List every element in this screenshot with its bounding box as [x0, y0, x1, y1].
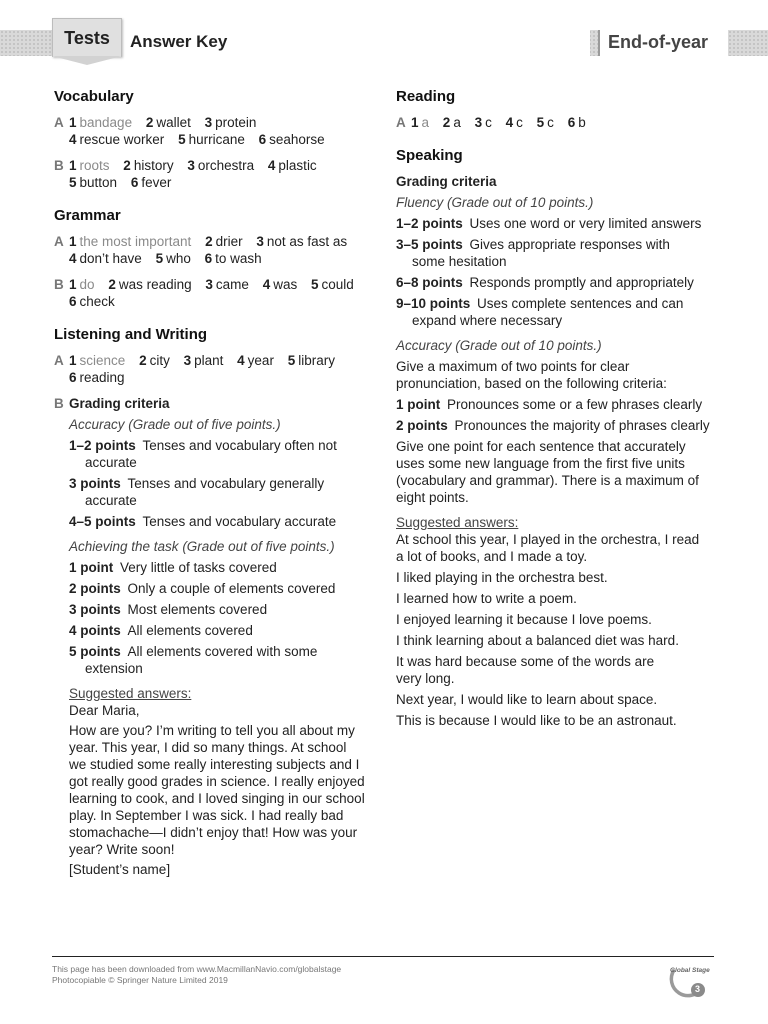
criteria-row [396, 215, 716, 232]
item-number: 4 [505, 115, 514, 130]
answer-text: plant [194, 353, 224, 368]
section-heading: Grammar [54, 207, 121, 224]
points-label: 1 point [396, 397, 441, 412]
item-number: 5 [310, 277, 319, 292]
left-column [54, 88, 374, 897]
item-number: 4 [267, 158, 276, 173]
example-answer: bandage [79, 115, 133, 130]
page-title: Answer Key [130, 32, 228, 51]
text-line: pronunciation, based on the following criteria: [396, 376, 667, 391]
item-number: 2 [123, 158, 131, 173]
text-line: (vocabulary and grammar). There is a maximum of [396, 473, 699, 488]
accuracy-title: Accuracy (Grade out of 10 points.) [396, 338, 602, 353]
text-line: a lot of books, and I made a toy. [396, 549, 588, 564]
answer-item [506, 115, 523, 130]
answer-item [443, 115, 461, 130]
listening-section [54, 326, 374, 881]
answer-letter: B [54, 277, 64, 292]
section-heading: Reading [396, 88, 456, 105]
example-answer: roots [79, 158, 110, 173]
criteria-desc: Very little of tasks covered [120, 560, 277, 575]
answer-text: button [79, 175, 118, 190]
criteria-desc: All elements covered [127, 623, 253, 638]
page-number: 3 [695, 984, 701, 994]
item-number: 2 [108, 277, 116, 292]
answer-text: plastic [278, 158, 317, 173]
points-label: 3–5 points [396, 237, 463, 252]
item-number: 3 [187, 158, 195, 173]
suggested-answer [396, 653, 716, 687]
item-number: 4 [69, 251, 77, 266]
answer-text: drier [215, 234, 243, 249]
section-heading: Speaking [396, 147, 463, 164]
item-number: 2 [145, 115, 154, 130]
text-line: I learned how to write a poem. [396, 591, 577, 606]
speaking-section [396, 147, 716, 729]
letter-signature: [Student’s name] [69, 862, 171, 877]
answer-text: c [485, 115, 492, 130]
text-line: At school this year, I played in the orchestra, I read [396, 532, 700, 547]
criteria-desc: Tenses and vocabulary often not [142, 438, 337, 453]
item-number: 3 [204, 115, 213, 130]
answer-letter: A [396, 115, 406, 130]
answer-item [139, 353, 170, 368]
accuracy-intro [396, 358, 716, 392]
answer-block [396, 114, 716, 131]
text-line: I enjoyed learning it because I love poems. [396, 612, 652, 627]
item-number: 6 [567, 115, 576, 130]
text-line: learning to cook, and I loved singing in our school [69, 791, 365, 806]
answer-item [205, 251, 262, 266]
item-number: 3 [256, 234, 264, 249]
item-number: 4 [69, 132, 77, 147]
answer-item [178, 132, 245, 147]
criteria-desc: Uses one word or very limited answers [469, 216, 702, 231]
criteria-desc: Most elements covered [127, 602, 268, 617]
item-number: 4 [262, 277, 271, 292]
item-number: 5 [69, 175, 77, 190]
points-label: 1–2 points [396, 216, 463, 231]
text-line: Give a maximum of two points for clear [396, 359, 630, 374]
footer-download-note: This page has been downloaded from www.MacmillanNavio.com/globalstage [52, 964, 342, 974]
footer [52, 964, 341, 986]
grading-criteria-title: Grading criteria [396, 174, 497, 189]
answer-item [69, 132, 164, 147]
text-line: It was hard because some of the words are [396, 654, 655, 669]
points-label: 3 points [69, 476, 121, 491]
answer-item [256, 234, 347, 249]
answer-item [131, 175, 172, 190]
criteria-row [69, 622, 374, 639]
answer-text: fever [141, 175, 172, 190]
answer-item [259, 132, 325, 147]
points-label: 4–5 points [69, 514, 136, 529]
answer-text: c [516, 115, 523, 130]
answer-block [54, 114, 374, 148]
answer-item [311, 277, 354, 292]
reading-section [396, 88, 716, 131]
text-line: uses some new language from the first five units [396, 456, 685, 471]
text-line: year? Write soon! [69, 842, 175, 857]
criteria-desc: Responds promptly and appropriately [469, 275, 694, 290]
item-number: 5 [155, 251, 164, 266]
criteria-desc-cont: expand where necessary [412, 313, 563, 328]
answer-items [411, 114, 716, 131]
item-number: 6 [258, 132, 267, 147]
answer-item [187, 158, 254, 173]
answer-letter: B [54, 158, 64, 173]
answer-text: came [215, 277, 249, 292]
points-label: 1–2 points [69, 438, 136, 453]
answer-item [69, 277, 95, 292]
item-number: 1 [411, 115, 419, 130]
answer-letter: A [54, 115, 64, 130]
criteria-desc-cont: accurate [85, 455, 137, 470]
answer-text: could [321, 277, 354, 292]
answer-item [146, 115, 191, 130]
tab-notch [52, 56, 122, 65]
section-heading: Listening and Writing [54, 326, 208, 343]
answer-text: wallet [156, 115, 191, 130]
footer-rule [52, 956, 714, 957]
points-label: 3 points [69, 602, 121, 617]
answer-item [69, 234, 191, 249]
right-column [396, 88, 716, 745]
global-stage-logo [660, 962, 716, 1002]
example-answer: a [421, 115, 430, 130]
answer-text: was [273, 277, 298, 292]
criteria-row [396, 396, 716, 413]
answer-text: city [149, 353, 170, 368]
text-line: stomachache—I didn’t enjoy that! How was your [69, 825, 358, 840]
criteria-row [69, 513, 374, 530]
criteria-desc-cont: accurate [85, 493, 137, 508]
answer-text: not as fast as [266, 234, 348, 249]
criteria-desc: Pronounces the majority of phrases clearly [454, 418, 710, 433]
item-number: 1 [69, 234, 77, 249]
answer-block [54, 233, 374, 267]
answer-item [263, 277, 298, 292]
answer-text: was reading [118, 277, 192, 292]
text-line: How are you? I’m writing to tell you all about my [69, 723, 355, 738]
letter-body [69, 722, 374, 858]
answer-text: seahorse [269, 132, 325, 147]
answer-letter: A [54, 234, 64, 249]
suggested-answer [396, 611, 716, 628]
criteria-desc: Pronounces some or a few phrases clearly [447, 397, 703, 412]
answer-text: reading [79, 370, 125, 385]
answer-item [156, 251, 191, 266]
text-line: Next year, I would like to learn about space. [396, 692, 658, 707]
answer-item [69, 158, 110, 173]
item-number: 3 [474, 115, 483, 130]
suggested-answer [396, 712, 716, 729]
vocabulary-section [54, 88, 374, 191]
suggested-answers-title: Suggested answers: [69, 686, 192, 701]
criteria-row [396, 236, 716, 270]
answer-text: hurricane [188, 132, 245, 147]
answer-item [69, 251, 142, 266]
answer-text: history [133, 158, 174, 173]
criteria-desc: Tenses and vocabulary generally [127, 476, 325, 491]
text-line: Give one point for each sentence that accurately [396, 439, 686, 454]
criteria-row [69, 601, 374, 618]
answer-item [69, 353, 125, 368]
criteria-desc: Only a couple of elements covered [127, 581, 336, 596]
answer-text: who [166, 251, 191, 266]
answer-block [54, 352, 374, 386]
item-number: 1 [69, 277, 77, 292]
suggested-answers [396, 531, 716, 729]
item-number: 1 [69, 353, 77, 368]
answer-item [69, 294, 115, 309]
answer-item [108, 277, 191, 292]
example-answer: the most important [79, 234, 192, 249]
criteria-row [396, 295, 716, 329]
criteria-row [396, 274, 716, 291]
grammar-section [54, 207, 374, 310]
answer-text: orchestra [197, 158, 255, 173]
accuracy-criteria [396, 396, 716, 434]
item-number: 3 [183, 353, 192, 368]
criteria-desc: Uses complete sentences and can [477, 296, 684, 311]
answer-text: b [578, 115, 586, 130]
criteria-row [69, 437, 374, 471]
suggested-answer [396, 531, 716, 565]
text-line: play. In September I was sick. I had really bad [69, 808, 344, 823]
answer-item [537, 115, 554, 130]
answer-item [268, 158, 317, 173]
answer-letter: B [54, 396, 64, 411]
answer-text: rescue worker [79, 132, 165, 147]
points-label: 2 points [69, 581, 121, 596]
answer-block [54, 276, 374, 310]
answer-item [205, 115, 257, 130]
answer-text: protein [215, 115, 257, 130]
answer-items [69, 276, 374, 310]
section-heading: Vocabulary [54, 88, 134, 105]
tests-tab-label: Tests [64, 28, 110, 48]
text-line: got really good grades in science. I really enjoyed [69, 774, 365, 789]
criteria-row [69, 475, 374, 509]
suggested-answer [396, 590, 716, 607]
criteria-row [69, 559, 374, 576]
suggested-answer [396, 691, 716, 708]
answer-items [69, 233, 374, 267]
answer-block [54, 157, 374, 191]
answer-item [568, 115, 586, 130]
test-name: End-of-year [608, 32, 709, 52]
text-line: year. This year, I did so many things. At school [69, 740, 347, 755]
answer-text: library [298, 353, 335, 368]
fluency-title: Fluency (Grade out of 10 points.) [396, 195, 594, 210]
accuracy-title: Accuracy (Grade out of five points.) [69, 417, 281, 432]
points-label: 4 points [69, 623, 121, 638]
criteria-desc: Tenses and vocabulary accurate [142, 514, 337, 529]
answer-items [69, 114, 374, 148]
fluency-criteria [396, 215, 716, 329]
answer-item [205, 277, 249, 292]
item-number: 4 [237, 353, 245, 368]
item-number: 2 [139, 353, 147, 368]
item-number: 5 [536, 115, 545, 130]
suggested-answers-title: Suggested answers: [396, 515, 519, 530]
text-line: very long. [396, 671, 455, 686]
extra-points-note [396, 438, 716, 506]
points-label: 5 points [69, 644, 121, 659]
answer-item [288, 353, 335, 368]
answer-item [184, 353, 224, 368]
criteria-desc-cont: some hesitation [412, 254, 507, 269]
logo-text: Global Stage [670, 967, 710, 974]
answer-items [69, 352, 374, 386]
points-label: 9–10 points [396, 296, 471, 311]
points-label: 1 point [69, 560, 114, 575]
answer-letter: A [54, 353, 64, 368]
grading-criteria-title: Grading criteria [69, 396, 170, 411]
accuracy-criteria [69, 437, 374, 530]
answer-item [69, 115, 132, 130]
criteria-row [396, 417, 716, 434]
text-line: eight points. [396, 490, 469, 505]
item-number: 6 [69, 370, 77, 385]
answer-text: c [547, 115, 554, 130]
example-answer: science [79, 353, 126, 368]
answer-item [69, 370, 125, 385]
answer-item [475, 115, 492, 130]
answer-item [411, 115, 429, 130]
answer-item [205, 234, 243, 249]
criteria-desc: Gives appropriate responses with [469, 237, 670, 252]
example-answer: do [79, 277, 95, 292]
answer-text: don’t have [79, 251, 142, 266]
points-label: 6–8 points [396, 275, 463, 290]
item-number: 1 [69, 158, 77, 173]
suggested-answer [396, 632, 716, 649]
text-line: we studied some really interesting subjects and I [69, 757, 360, 772]
answer-items [69, 157, 374, 191]
answer-text: to wash [215, 251, 262, 266]
answer-text: check [79, 294, 115, 309]
answer-text: a [453, 115, 461, 130]
suggested-answer [396, 569, 716, 586]
criteria-desc: All elements covered with some extension [85, 644, 318, 676]
item-number: 5 [178, 132, 186, 147]
item-number: 2 [442, 115, 451, 130]
task-criteria [69, 559, 374, 677]
item-number: 1 [69, 115, 77, 130]
text-line: I think learning about a balanced diet was hard. [396, 633, 679, 648]
item-number: 3 [205, 277, 213, 292]
answer-item [69, 175, 117, 190]
task-title: Achieving the task (Grade out of five points.) [69, 539, 335, 554]
answer-item [123, 158, 173, 173]
answer-item [237, 353, 274, 368]
item-number: 5 [287, 353, 296, 368]
grading-block [54, 395, 374, 881]
footer-copyright: Photocopiable © Springer Nature Limited 2019 [52, 975, 228, 985]
item-number: 6 [130, 175, 139, 190]
criteria-row [69, 643, 374, 677]
criteria-row [69, 580, 374, 597]
answer-text: year [247, 353, 274, 368]
item-number: 2 [205, 234, 213, 249]
letter-greeting: Dear Maria, [69, 703, 140, 718]
item-number: 6 [204, 251, 213, 266]
text-line: I liked playing in the orchestra best. [396, 570, 608, 585]
item-number: 6 [69, 294, 77, 309]
text-line: This is because I would like to be an astronaut. [396, 713, 677, 728]
points-label: 2 points [396, 418, 448, 433]
